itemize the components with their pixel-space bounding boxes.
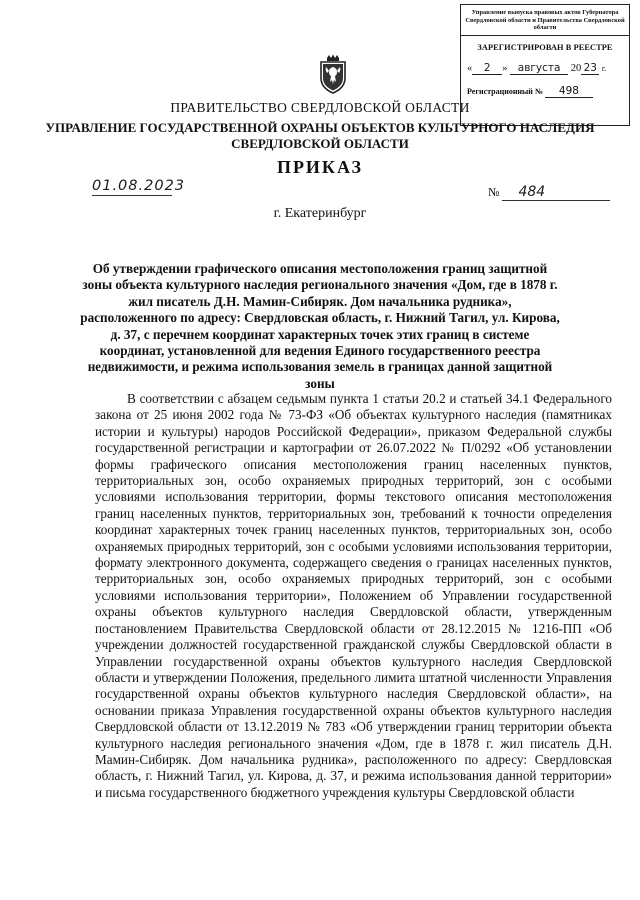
city: г. Екатеринбург: [273, 206, 367, 221]
stamp-year-suffix: 23: [581, 62, 599, 75]
stamp-year-abbr: г.: [601, 63, 607, 73]
order-number-label: №: [488, 185, 500, 199]
coat-of-arms-icon: [318, 54, 348, 94]
document-type: ПРИКАЗ: [276, 157, 364, 177]
stamp-quote-close: »: [502, 62, 508, 74]
stamp-year-prefix: 20: [570, 62, 582, 74]
stamp-title: ЗАРЕГИСТРИРОВАН В РЕЕСТРЕ: [477, 42, 613, 52]
stamp-header: Управление выпуска правовых актов Губернатора Свердловской области и Правительства Свердловской области: [461, 5, 629, 36]
order-date: 01.08.2023: [92, 178, 186, 194]
stamp-reg-label: Регистрационный №: [467, 86, 543, 96]
department-name: УПРАВЛЕНИЕ ГОСУДАРСТВЕННОЙ ОХРАНЫ ОБЪЕКТОВ КУЛЬТУРНОГО НАСЛЕДИЯ СВЕРДЛОВСКОЙ ОБЛАСТИ: [45, 120, 595, 151]
government-name: ПРАВИТЕЛЬСТВО СВЕРДЛОВСКОЙ ОБЛАСТИ: [170, 100, 470, 115]
stamp-registration: [467, 85, 623, 98]
order-subject: Об утверждении графического описания местоположения границ защитной зоны объекта культурного наследия регионального значения «Дом, где в 1878 г. жил писатель Д.Н. Мамин-Сибиряк. Дом начальника рудника», расположенного по адресу: Свердловская область, г. Нижний Тагил, ул. Кирова, д. 37, с перечнем координат характерных точек этих границ в системе координат, установленной для ведения Единого государственного реестра недвижимости, и режима использования земель в границах данной защитной зоны: [80, 261, 560, 391]
stamp-day: 2: [472, 62, 502, 75]
stamp-date: [467, 62, 623, 75]
order-number: 484: [502, 184, 610, 201]
order-number-field: [488, 184, 610, 201]
stamp-reg-number: 498: [545, 85, 593, 98]
stamp-month: августа: [510, 62, 568, 75]
stamp-quote-open: «: [467, 62, 473, 74]
body-paragraph: В соответствии с абзацем седьмым пункта 1 статьи 20.2 и статьей 34.1 Федерального закона от 25 июня 2002 года № 73-ФЗ «Об объектах культурного наследия (памятниках истории и культуры) народов Российской Федерации», приказом Федеральной службы государственной регистрации и картографии от 26.07.2022 № П/0292 «Об установлении формы графического описания местоположения границ населенных пунктов, территориальных зон, особо охраняемых природных территорий, зон с особыми условиями использования территории, формы текстового описания местоположения границ населенных пунктов, территориальных зон, требований к точности определения координат характерных точек границ населенных пунктов, территориальных зон, особо охраняемых природных территорий, зон с особыми условиями использования территории, формату электронного документа, содержащего сведения о границах населенных пунктов, территориальных зон, особо охраняемых природных территорий, зон с особыми условиями использования территории», Положением об Управлении государственной охраны объектов культурного наследия Свердловской области, утвержденным постановлением Правительства Свердловской области от 28.12.2015 № 1216-ПП «Об учреждении должностей государственной гражданской службы Свердловской области в Управлении государственной охраны объектов культурного наследия Свердловской области и утверждении Положения, предельного лимита штатной численности Управления государственной охраны объектов культурного наследия Свердловской области», на основании приказа Управления государственной охраны объектов культурного наследия Свердловской области от 13.12.2019 № 783 «Об утверждении границ территории объекта культурного наследия регионального значения «Дом, где в 1878 г. жил писатель Д.Н. Мамин-Сибиряк. Дом начальника рудника», расположенного по адресу: Свердловская область, г. Нижний Тагил, ул. Кирова, д. 37, и режима использования данной территории» и письма государственного бюджетного учреждения культуры Свердловской области: [95, 391, 612, 800]
